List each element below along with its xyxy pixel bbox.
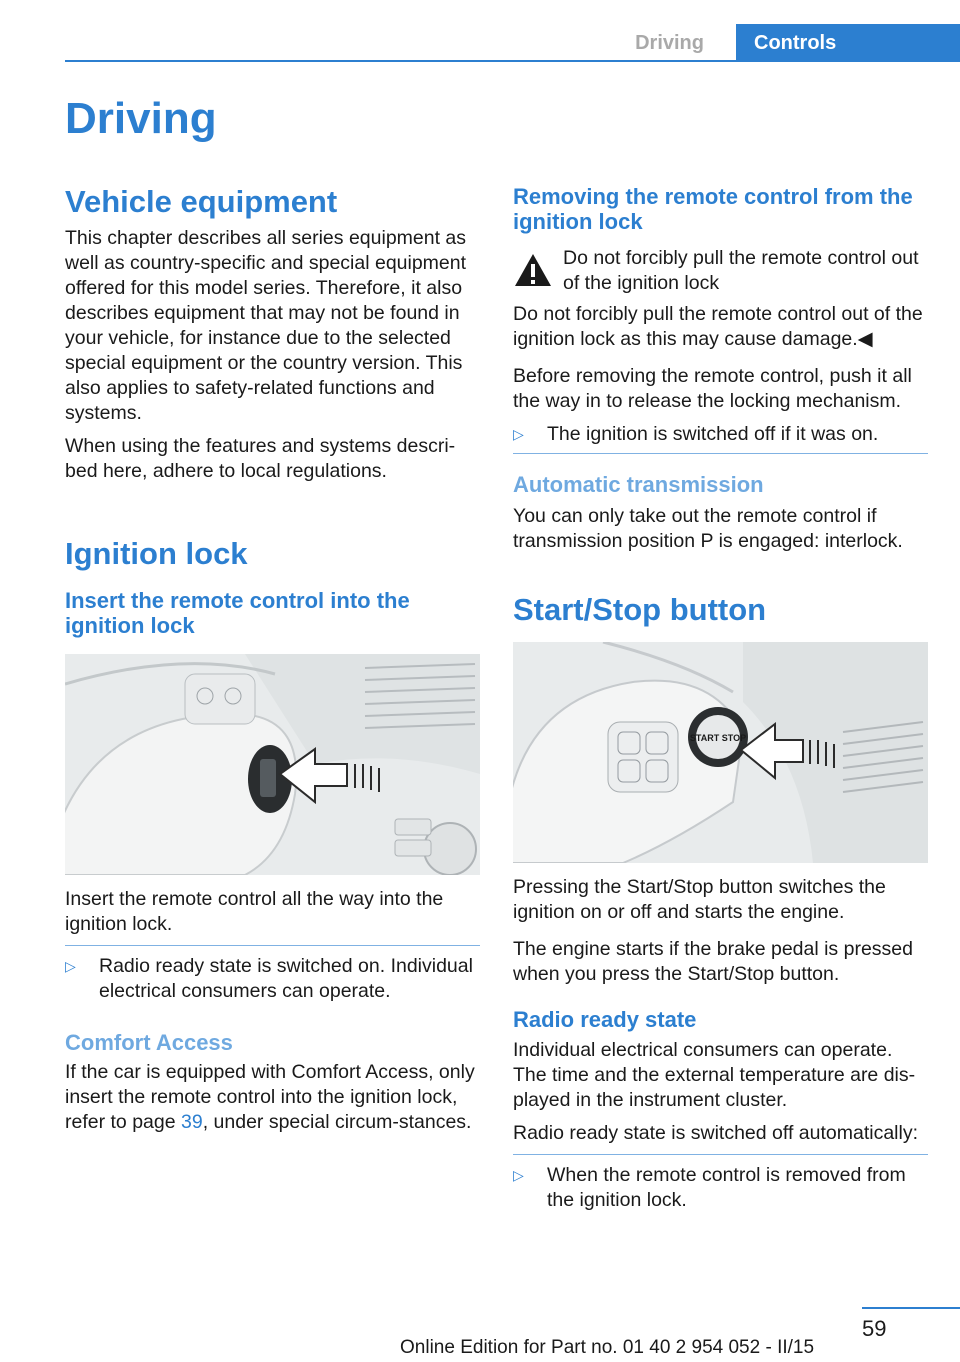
ignition-lock-heading: Ignition lock [65,536,248,571]
left-column [65,184,480,1135]
comfort-access-text-2: , under special circum‐stances. [202,1111,472,1133]
header-rule [65,60,960,62]
bullet-triangle-icon: ▷ [513,1167,524,1183]
vehicle-equipment-heading: Vehicle equipment [65,184,338,219]
remote-removed-bullet-text: When the remote control is removed from the ignition lock. [547,1164,906,1211]
header-section-tab[interactable]: Driving [635,32,704,54]
page-title: Driving [65,94,217,143]
bullet-triangle-icon: ▷ [65,958,76,974]
bullet-triangle-icon: ▷ [513,426,524,442]
bullet-divider [65,945,480,946]
start-stop-para-2: The engine starts if the brake pedal is pressed when you press the Start/Stop button. [513,938,913,985]
radio-ready-heading: Radio ready state [513,1007,697,1032]
ignition-off-bullet [513,422,928,447]
page-header [0,24,960,62]
ignition-lock-illustration [65,654,480,875]
page-39-link[interactable]: 39 [181,1111,203,1133]
comfort-access-para [65,1060,480,1135]
comfort-access-heading: Comfort Access [65,1030,233,1055]
automatic-transmission-para: You can only take out the remote control if transmission position P is engaged: interlock. [513,505,903,552]
warning-text: Do not forcibly pull the remote control out of the ignition lock as this may cause damage.◀ [513,303,923,350]
bullet-divider [513,1154,928,1155]
ignition-lock-photo [65,654,480,875]
warning-triangle-icon [513,252,553,288]
comfort-access-text-1: If the car is equipped with Comfort Access, only insert the remote control into the ignition lock, refer to page [65,1061,475,1133]
start-stop-heading: Start/Stop button [513,592,767,627]
start-stop-para-1: Pressing the Start/Stop button switches the ignition on or off and starts the engine. [513,876,886,923]
start-stop-photo [513,642,928,863]
radio-ready-bullet-text: Radio ready state is switched on. Individual electrical consumers can operate. [99,955,473,1002]
edition-footer: Online Edition for Part no. 01 40 2 954 052 - II/15 [400,1337,815,1358]
bullet-divider [513,453,928,454]
radio-ready-para-1: Individual electrical consumers can operate. The time and the external temperature are dis‐played in the instrument cluster. [513,1039,916,1111]
automatic-transmission-heading: Automatic transmission [513,472,764,497]
ignition-off-bullet-text: The ignition is switched off if it was on. [547,423,879,445]
insert-remote-heading: Insert the remote control into the ignition lock [65,588,410,638]
header-chapter-tab[interactable]: Controls [736,24,960,62]
removing-remote-heading: Removing the remote control from the ignition lock [513,184,913,234]
start-stop-illustration [513,642,928,863]
radio-ready-para-2: Radio ready state is switched off automatically: [513,1122,919,1144]
warning-block [513,246,928,296]
insert-remote-para: Insert the remote control all the way into the ignition lock. [65,888,444,935]
footer-rule [862,1307,960,1309]
vehicle-equipment-para-2: When using the features and systems descri‐bed here, adhere to local regulations. [65,435,456,482]
start-stop-button-label: START STOP [689,733,747,743]
remote-removed-bullet [513,1163,928,1213]
warning-title: Do not forcibly pull the remote control out of the ignition lock [563,247,919,294]
removing-para: Before removing the remote control, push it all the way in to release the locking mechanism. [513,365,912,412]
right-column [513,184,928,1213]
page-number: 59 [862,1316,887,1341]
radio-ready-bullet [65,954,480,1004]
vehicle-equipment-para-1: This chapter describes all series equipment as well as country-specific and special equipment offered for this model series. Therefore, it also describes equipment that may not be found in your vehicle, for instance due to the selected special equipment or the country version. This also applies to safety-related functions and systems. [65,227,467,424]
